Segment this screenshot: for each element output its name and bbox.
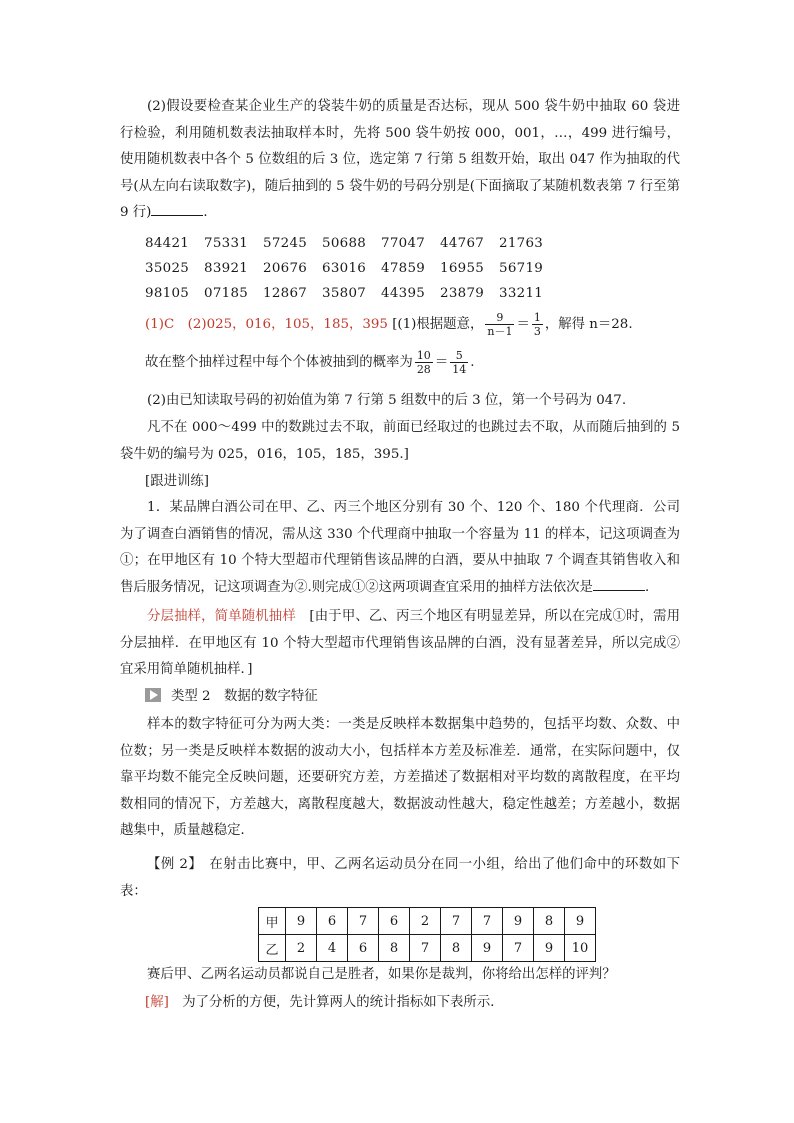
random-row-9 bbox=[145, 281, 558, 306]
example-2 bbox=[120, 852, 680, 905]
score-cell: 2 bbox=[410, 908, 441, 935]
random-cell: 56719 bbox=[499, 261, 544, 276]
random-cell: 35807 bbox=[322, 286, 367, 301]
example-2-text: 在射击比赛中，甲、乙两名运动员分在同一小组，给出了他们命中的环数如下表： bbox=[120, 857, 681, 899]
after-table-question bbox=[120, 962, 680, 989]
solution-label: [解] bbox=[145, 995, 169, 1010]
frac-den: 28 bbox=[416, 363, 431, 376]
score-cell: 7 bbox=[410, 935, 441, 962]
score-cell: 2 bbox=[286, 935, 317, 962]
type-2-intro bbox=[120, 712, 680, 845]
score-cell: 9 bbox=[534, 935, 565, 962]
frac-den: 14 bbox=[452, 363, 467, 376]
type-2-heading bbox=[145, 684, 705, 711]
frac-num: 10 bbox=[416, 349, 431, 362]
fraction bbox=[415, 349, 433, 376]
random-row-8 bbox=[145, 256, 558, 281]
answer-blank bbox=[593, 576, 645, 591]
random-cell: 07185 bbox=[204, 286, 249, 301]
fraction bbox=[450, 349, 468, 376]
score-cell: 9 bbox=[565, 908, 596, 935]
solution-2b-text: 凡不在 000～499 中的数跳过去不取，前面已经取过的也跳过去不取，从而随后抽到的 5 袋牛奶的编号为 025，016，105，185，395.] bbox=[120, 420, 680, 462]
table-row bbox=[259, 908, 596, 935]
play-icon bbox=[145, 688, 161, 702]
frac-num: 9 bbox=[485, 311, 514, 325]
random-cell: 21763 bbox=[499, 236, 544, 251]
type-2-title: 类型 2 数据的数字特征 bbox=[171, 689, 318, 704]
followup-question-1 bbox=[120, 495, 680, 601]
solution-2-text: (2)由已知读取号码的初始值为第 7 行第 5 组数中的后 3 位，第一个号码为 047. bbox=[147, 393, 627, 408]
random-cell: 84421 bbox=[145, 236, 190, 251]
random-cell: 44767 bbox=[440, 236, 485, 251]
question-2 bbox=[120, 94, 680, 227]
type-2-intro-text: 样本的数字特征可分为两大类：一类是反映样本数据集中趋势的，包括平均数、众数、中位数；另一类是反映样本数据的波动大小，包括样本方差及标准差．通常，在实际问题中，仅靠平均数不能完全反映问题，还要研究方差，方差描述了数据相对平均数的离散程度，在平均数相同的情况下，方差越大，离散程度越大，数据波动性越大，稳定性越差；方差越小，数据越集中，质量越稳定． bbox=[120, 717, 680, 838]
followup-q1-tail: ． bbox=[644, 579, 659, 595]
score-cell: 6 bbox=[317, 908, 348, 935]
frac-num: 1 bbox=[533, 311, 541, 324]
score-cell: 7 bbox=[472, 908, 503, 935]
random-cell: 44395 bbox=[381, 286, 426, 301]
solution-text: 为了分析的方便，先计算两人的统计指标如下表所示． bbox=[168, 995, 504, 1010]
probability-text: 故在整个抽样过程中每个个体被抽到的概率为 bbox=[145, 355, 413, 370]
random-cell: 20676 bbox=[263, 261, 308, 276]
random-cell: 35025 bbox=[145, 261, 190, 276]
score-cell: 8 bbox=[379, 935, 410, 962]
row-label-yi: 乙 bbox=[259, 935, 286, 962]
random-cell: 23879 bbox=[440, 286, 485, 301]
score-cell: 9 bbox=[503, 908, 534, 935]
question-2-text: (2)假设要检查某企业生产的袋装牛奶的质量是否达标，现从 500 袋牛奶中抽取 60 袋进行检验，利用随机数表法抽取样本时，先将 500 袋牛奶按 000，001，…，499 进行编号，使用随机数表中各个 5 位数组的后 3 位，选定第 7 行第 5 组数开始，取出 047 作为抽取的代号(从左向右读取数字)，随后抽到的 5 袋牛奶的号码分别是(下面摘取了某随机数表第 7 行至第 9 行) bbox=[120, 99, 680, 220]
random-row-7 bbox=[145, 231, 558, 256]
random-cell: 75331 bbox=[204, 236, 249, 251]
score-cell: 7 bbox=[348, 908, 379, 935]
random-cell: 33211 bbox=[499, 286, 544, 301]
random-cell: 63016 bbox=[322, 261, 367, 276]
solution-intro bbox=[145, 990, 685, 1017]
random-number-table bbox=[145, 231, 558, 306]
example-2-label: 【例 2】 bbox=[147, 857, 196, 872]
score-cell: 9 bbox=[286, 908, 317, 935]
table-row bbox=[259, 935, 596, 962]
question-2-tail: ． bbox=[203, 205, 217, 220]
answer-line bbox=[145, 311, 685, 339]
solution-2 bbox=[120, 388, 680, 415]
score-cell: 7 bbox=[441, 908, 472, 935]
score-cell: 8 bbox=[534, 908, 565, 935]
random-cell: 50688 bbox=[322, 236, 367, 251]
probability-line bbox=[145, 349, 685, 377]
answer-blank bbox=[151, 201, 203, 216]
score-cell: 8 bbox=[441, 935, 472, 962]
score-cell: 6 bbox=[379, 908, 410, 935]
period: . bbox=[470, 355, 475, 370]
followup-answer-text: [由于甲、乙、丙三个地区有明显差异，所以在完成①时，需用分层抽样．在甲地区有 10 个特大型超市代理销售该品牌的白酒，没有显著差异，所以完成②宜采用简单随机抽样．] bbox=[120, 609, 680, 677]
after-table-text: 赛后甲、乙两名运动员都说自己是胜者，如果你是裁判，你将给出怎样的评判？ bbox=[147, 967, 616, 982]
frac-den: 3 bbox=[533, 325, 541, 338]
score-cell: 7 bbox=[503, 935, 534, 962]
followup-header-text: [跟进训练] bbox=[145, 474, 210, 489]
answer-label: (1)C (2)025，016，105，185，395 bbox=[145, 317, 388, 332]
fraction bbox=[485, 311, 514, 338]
frac-num: 5 bbox=[450, 349, 468, 363]
solution-2b bbox=[120, 415, 680, 468]
score-cell: 4 bbox=[317, 935, 348, 962]
solution-1-result: ，解得 n＝28. bbox=[544, 317, 633, 332]
followup-q1-text: 1．某品牌白酒公司在甲、乙、丙三个地区分别有 30 个、120 个、180 个代理商．公司为了调查白酒销售的情况，需从这 330 个代理商中抽取一个容量为 11 的样本，记这项调查为①；在甲地区有 10 个特大型超市代理销售该品牌的白酒，要从中抽取 7 个调查其销售收入和售后服务情况，记这项调查为②.则完成①②这两项调查宜采用的抽样方法依次是 bbox=[120, 500, 680, 595]
equals: ＝ bbox=[434, 355, 449, 370]
equals: ＝ bbox=[516, 317, 530, 332]
fraction bbox=[532, 311, 543, 338]
row-label-jia: 甲 bbox=[259, 908, 286, 935]
random-cell: 98105 bbox=[145, 286, 190, 301]
followup-header bbox=[145, 469, 705, 496]
score-cell: 6 bbox=[348, 935, 379, 962]
random-cell: 57245 bbox=[263, 236, 308, 251]
followup-answer bbox=[120, 604, 680, 684]
score-cell: 10 bbox=[565, 935, 596, 962]
frac-den: n－1 bbox=[487, 325, 513, 338]
solution-1-text: [(1)根据题意， bbox=[392, 317, 484, 332]
score-cell: 9 bbox=[472, 935, 503, 962]
random-cell: 83921 bbox=[204, 261, 249, 276]
random-cell: 77047 bbox=[381, 236, 426, 251]
random-cell: 12867 bbox=[263, 286, 308, 301]
followup-answer-label: 分层抽样，简单随机抽样 bbox=[147, 609, 296, 624]
scores-table bbox=[258, 907, 596, 962]
random-cell: 47859 bbox=[381, 261, 426, 276]
random-cell: 16955 bbox=[440, 261, 485, 276]
